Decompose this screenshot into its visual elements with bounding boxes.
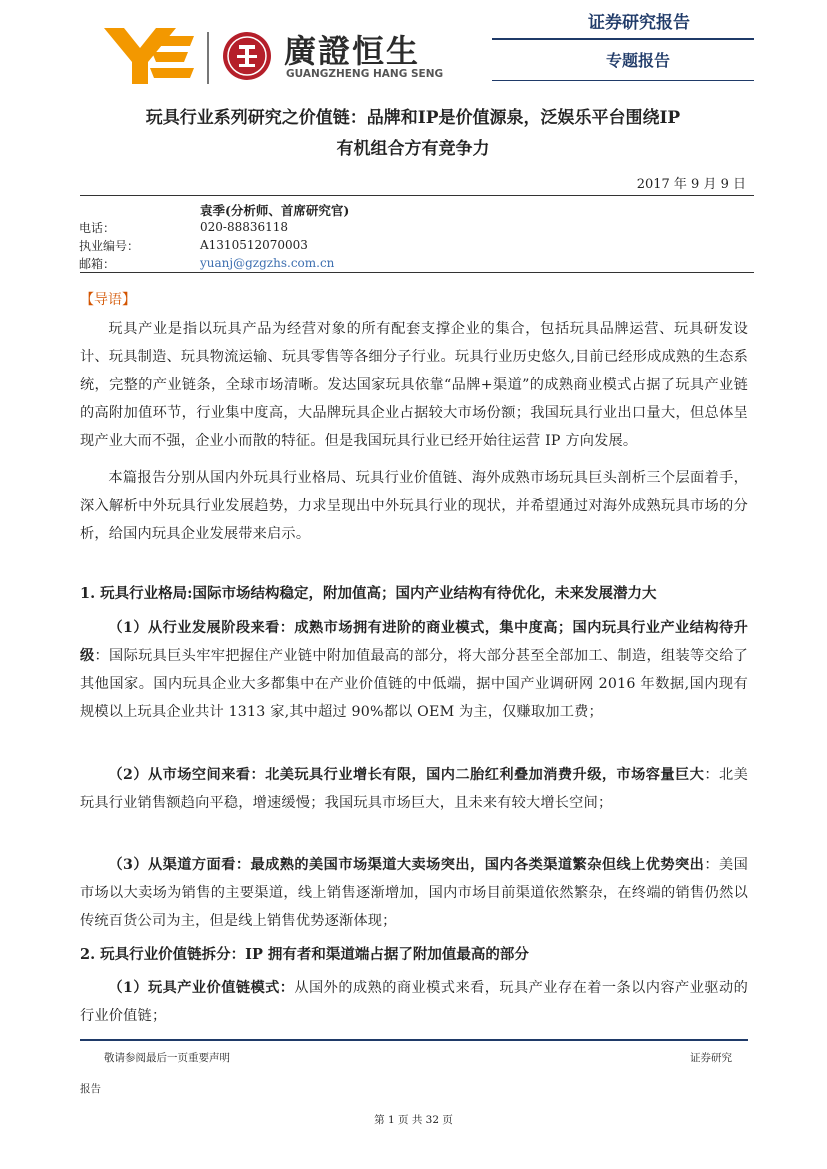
- date-divider: [80, 195, 754, 196]
- footer-right-label: 证券研究: [690, 1052, 732, 1064]
- report-type: 证券研究报告: [588, 13, 690, 33]
- brand-name-cn: 廣證恒生: [284, 32, 421, 70]
- email-label: 邮箱：: [79, 257, 116, 271]
- intro-body: [80, 315, 748, 548]
- license-label: 执业编号：: [79, 239, 140, 253]
- header-rule-top: [492, 38, 754, 40]
- item-2-text: ：北美玩具行业销售额趋向平稳，增速缓慢；我国玩具市场巨大，且未来有较大增长空间；: [80, 767, 748, 811]
- intro-tag: 【导语】: [80, 292, 136, 308]
- title-line-1: 玩具行业系列研究之价值链：品牌和IP是价值源泉，泛娱乐平台围绕IP: [145, 108, 681, 128]
- s2-item-1-text: 从国外的成熟的商业模式来看，玩具产业存在着一条以内容产业驱动的行业价值链；: [80, 980, 748, 1024]
- section-2-item-1: [80, 974, 748, 1030]
- page-number: 第 1 页 共 32 页: [374, 1114, 453, 1126]
- company-logo: [104, 28, 459, 88]
- section-1-item-3: [80, 851, 748, 935]
- ye-logo-mark-icon: [104, 28, 194, 84]
- item-1-text: ：国际玩具巨头牢牢把握住产业链中附加值最高的部分，将大部分甚至全部加工、制造，组装等交给了其他国家。国内玩具企业大多都集中在产业价值链的中低端，据中国产业调研网 2016 年数据,国内现有规模以上玩具企业共计 1313 家,其中超过 90%都以 OEM 为主，仅赚取加工费；: [80, 648, 748, 720]
- item-3-text: ：美国市场以大卖场为销售的主要渠道，线上销售逐渐增加，国内市场目前渠道依然繁杂，在终端的销售仍然以传统百货公司为主，但是线上销售优势逐渐体现；: [80, 857, 748, 929]
- footer-wrap-label: 报告: [80, 1083, 101, 1095]
- contact-divider: [80, 272, 754, 273]
- license-value: A1310512070003: [200, 238, 308, 252]
- section-1-item-2: [80, 761, 748, 817]
- report-date: 2017 年 9 月 9 日: [636, 177, 746, 192]
- section-1-item-1: [80, 614, 748, 726]
- email-link[interactable]: yuanj@gzgzhs.com.cn: [200, 256, 335, 270]
- footer-rule: [80, 1039, 748, 1041]
- intro-paragraph-2: 本篇报告分别从国内外玩具行业格局、玩具行业价值链、海外成熟市场玩具巨头剖析三个层面着手，深入解析中外玩具行业发展趋势，力求呈现出中外玩具行业的现状，并希望通过对海外成熟玩具市场的分析，给国内玩具企业发展带来启示。: [80, 470, 748, 542]
- report-title: [80, 103, 746, 165]
- intro-paragraph-1: 玩具产业是指以玩具产品为经营对象的所有配套支撑企业的集合，包括玩具品牌运营、玩具研发设计、玩具制造、玩具物流运输、玩具零售等各细分子行业。玩具行业历史悠久,目前已经形成成熟的生态系统，完整的产业链条，全球市场清晰。发达国家玩具依靠“品牌+渠道”的成熟商业模式占据了玩具产业链的高附加值环节，行业集中度高，大品牌玩具企业占据较大市场份额；我国玩具行业出口量大，但总体呈现产业大而不强，企业小而散的特征。但是我国玩具行业已经开始往运营 IP 方向发展。: [80, 321, 748, 449]
- phone-value: 020-88836118: [200, 220, 289, 234]
- item-2-lead: （2）从市场空间来看：北美玩具行业增长有限，国内二胎红利叠加消费升级，市场容量巨大: [108, 767, 705, 783]
- hang-seng-seal-icon: [222, 31, 272, 81]
- item-1-lead: （1）从行业发展阶段来看：成熟市场拥有进阶的商业模式，集中度高；国内玩具行业产业结构待升级: [80, 620, 748, 664]
- item-3-lead: （3）从渠道方面看：最成熟的美国市场渠道大卖场突出，国内各类渠道繁杂但线上优势突出: [108, 857, 705, 873]
- s2-item-1-lead: （1）玩具产业价值链模式：: [108, 980, 295, 996]
- report-subtype: 专题报告: [606, 51, 671, 70]
- logo-divider: [207, 32, 209, 84]
- header-rule-bottom: [492, 80, 754, 81]
- analyst-name: 袁季(分析师、首席研究官): [200, 203, 350, 218]
- section-2-heading: 2. 玩具行业价值链拆分：IP 拥有者和渠道端占据了附加值最高的部分: [80, 946, 529, 963]
- footer-disclaimer: 敬请参阅最后一页重要声明: [104, 1052, 230, 1064]
- phone-label: 电话：: [79, 221, 116, 235]
- brand-name-en: GUANGZHENG HANG SENG: [286, 68, 444, 80]
- section-1-heading: 1. 玩具行业格局:国际市场结构稳定，附加值高；国内产业结构有待优化，未来发展潜力大: [80, 585, 657, 602]
- title-line-2: 有机组合方有竞争力: [336, 139, 490, 159]
